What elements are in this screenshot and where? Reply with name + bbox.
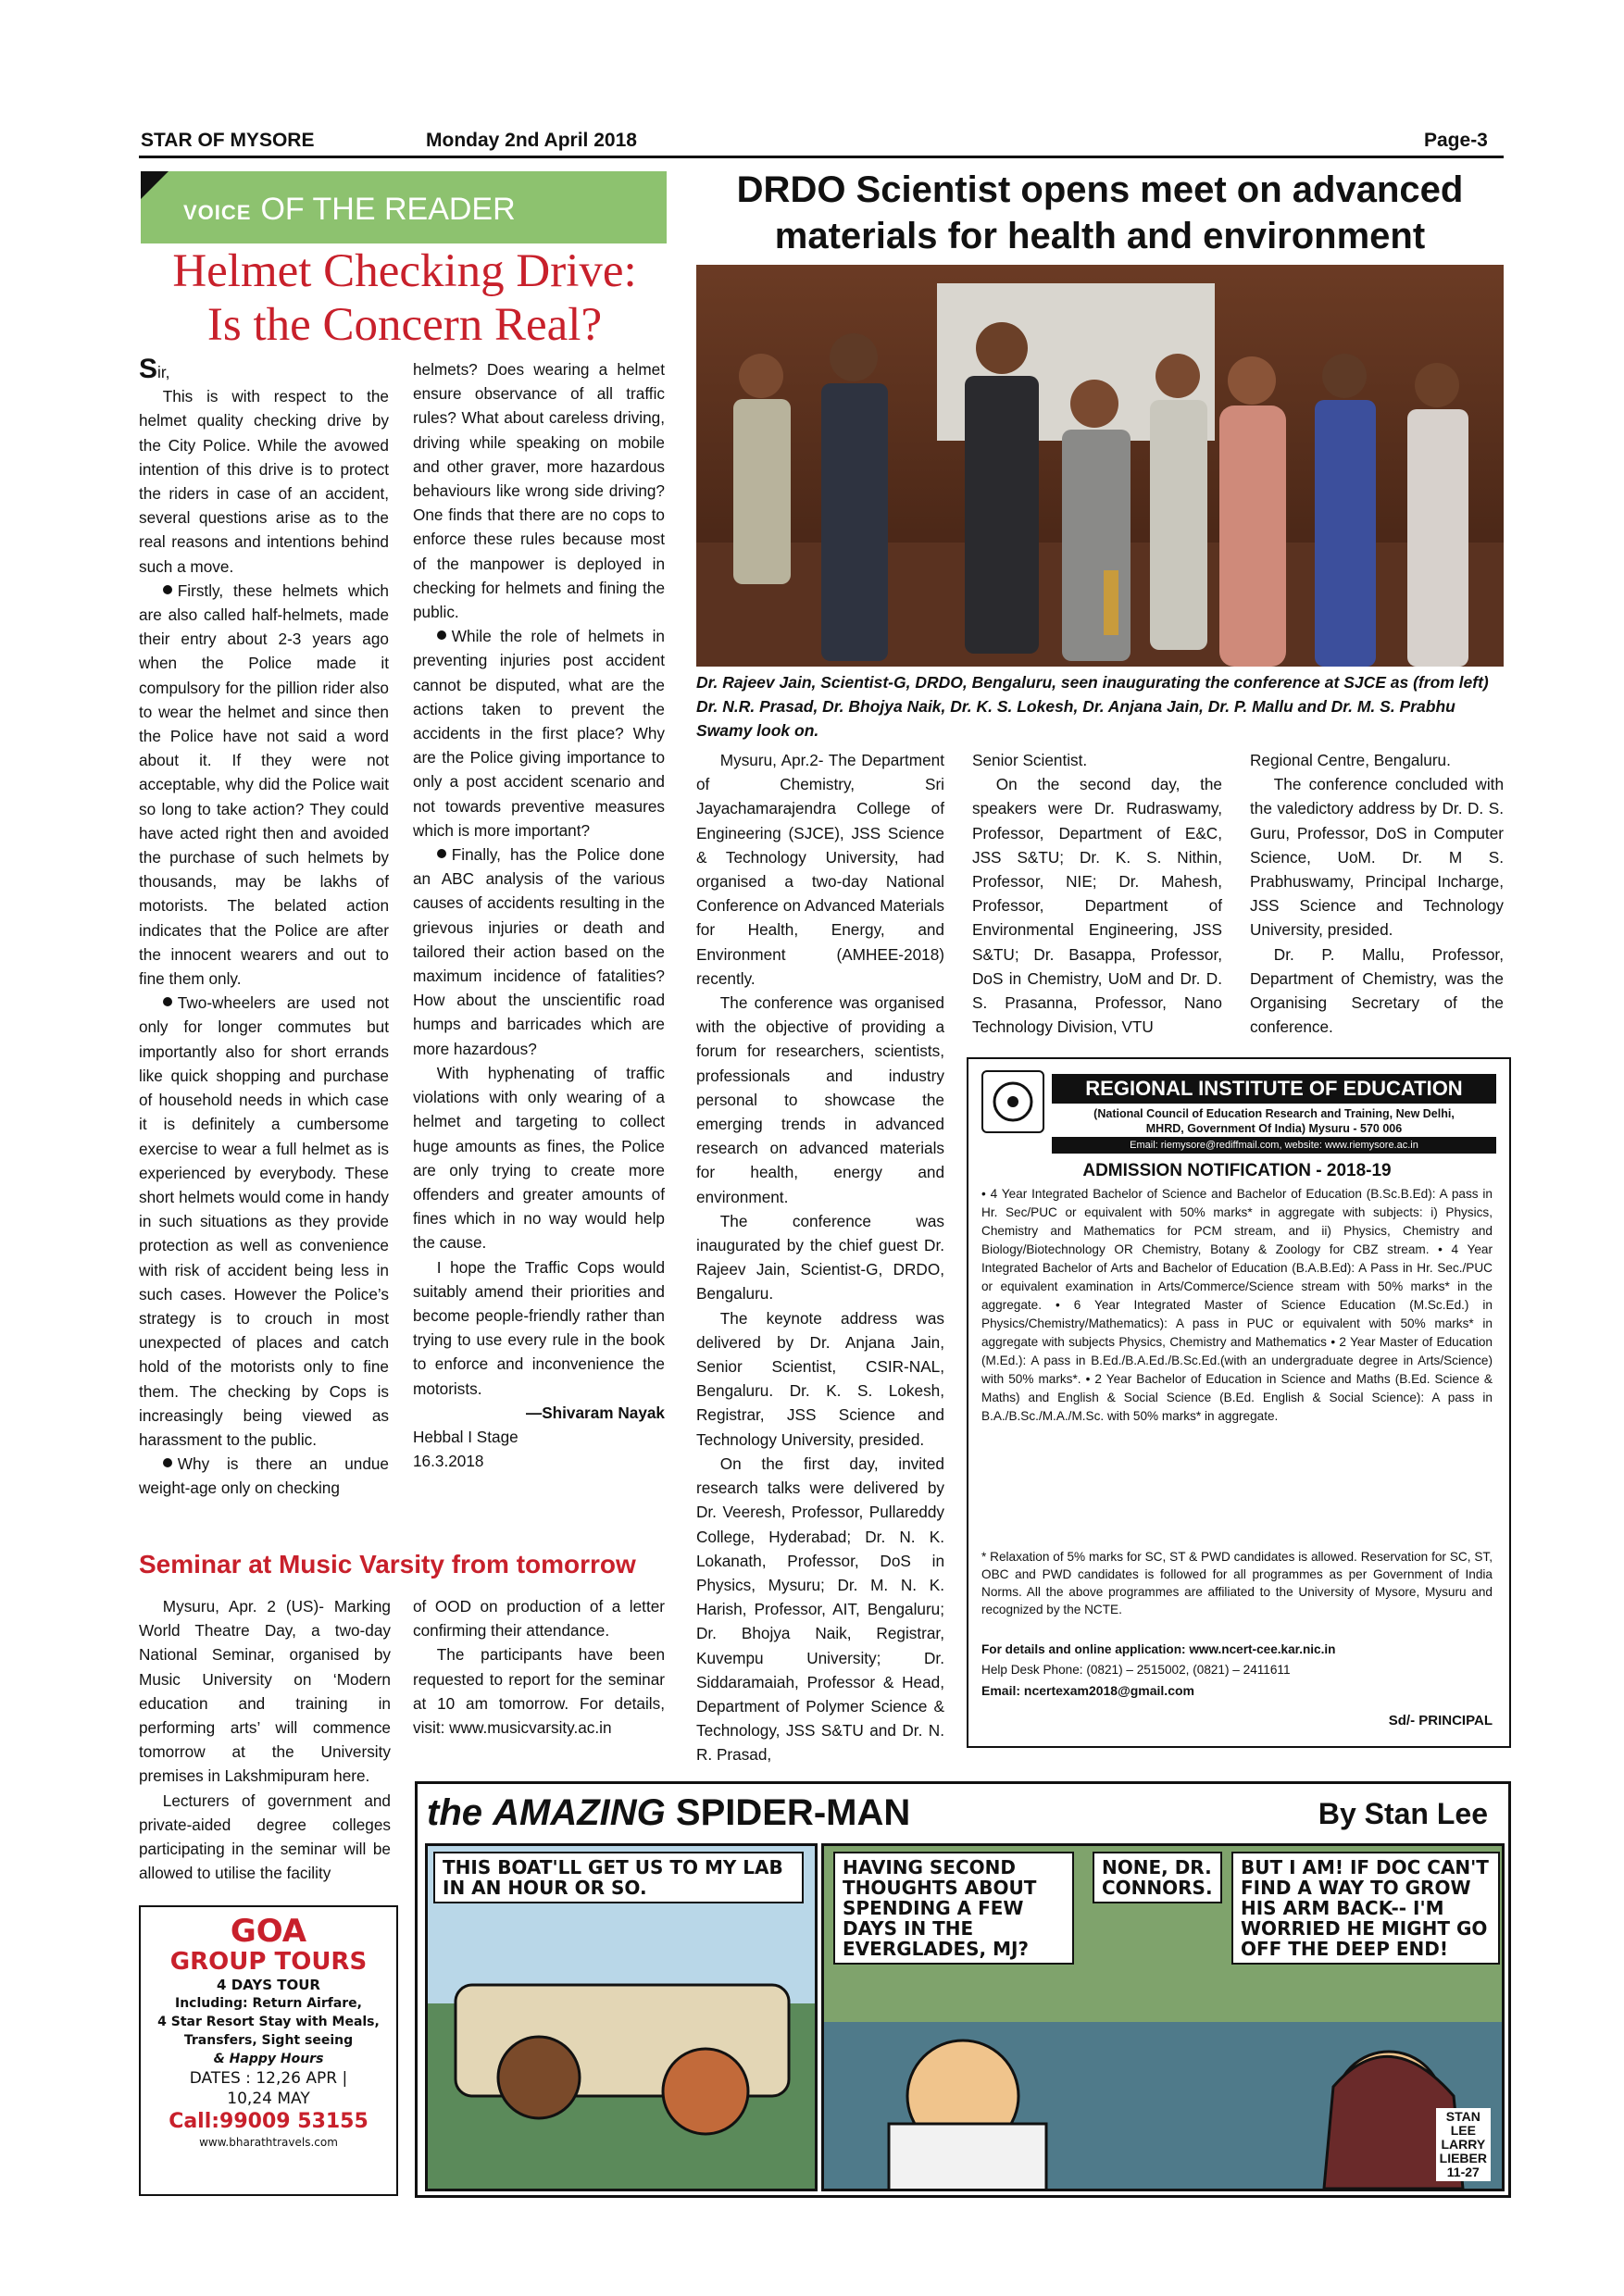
letter-headline-line-1: Helmet Checking Drive: <box>172 245 637 297</box>
rie-subtitle-1: (National Council of Education Research and Training, New Delhi, <box>1093 1107 1455 1120</box>
bullet-icon <box>163 997 172 1006</box>
credit-line: 11-27 <box>1446 2165 1480 2179</box>
drdo-column-2 <box>972 748 1222 1039</box>
comic-bubble: HAVING SECOND THOUGHTS ABOUT SPENDING A FEW DAYS IN THE EVERGLADES, MJ? <box>833 1852 1074 1965</box>
comic-title-amazing: AMAZING <box>493 1792 666 1833</box>
bullet-icon <box>437 630 446 640</box>
letter-paragraph <box>139 579 389 991</box>
article-paragraph: of OOD on production of a letter confirming their attendance. <box>413 1597 665 1641</box>
seminar-column-1 <box>139 1594 391 1885</box>
rie-subtitle-2: MHRD, Government Of India) Mysuru - 570 006 <box>1145 1122 1403 1135</box>
page-number: Page-3 <box>1424 130 1488 151</box>
article-paragraph: Lecturers of government and private-aided degree colleges participating in the seminar will be allowed to utilise the facility <box>139 1791 391 1883</box>
comic-bubble: NONE, DR. CONNORS. <box>1093 1852 1222 1903</box>
goa-includes: 4 Star Resort Stay with Meals, <box>157 2015 380 2029</box>
article-paragraph: The conference was organised with the objective of providing a forum for researchers, scientists, professionals and industry personal to showcase the emerging trends in advanced research on advanced materials for health, energy and environment. <box>696 993 944 1206</box>
spiderman-comic-strip <box>415 1781 1511 2198</box>
article-paragraph: Regional Centre, Bengaluru. <box>1250 751 1451 769</box>
rie-signature: Sd/- PRINCIPAL <box>1388 1713 1493 1728</box>
comic-bubble: THIS BOAT'LL GET US TO MY LAB IN AN HOUR OR SO. <box>433 1852 804 1903</box>
letter-paragraph <box>413 842 665 1061</box>
article-paragraph: The keynote address was delivered by Dr. Anjana Jain, Senior Scientist, CSIR-NAL, Bengaluru. Dr. K. S. Lokesh, Registrar, JSS Science and Technology University, presided. <box>696 1308 944 1449</box>
voice-of-reader-label <box>183 192 516 228</box>
goa-phone: Call:99009 53155 <box>169 2110 369 2133</box>
article-paragraph: Senior Scientist. <box>972 751 1088 769</box>
letter-paragraph-text: Finally, has the Police done an ABC analysis of the various causes of accidents resulting in the grievous injuries or death and tailored their action based on the maximum incidence of fatalities? How about the unscientific road humps and barricades which are more hazardous? <box>413 845 665 1058</box>
rie-relaxation-note: * Relaxation of 5% marks for SC, ST & PWD candidates is allowed. Reservation for SC, ST, OBC and PWD candidates is followed for all programmes as per Government of India Norms. All the above programmes are affiliated to the University of Mysore, Mysuru and recognized by the NCTE. <box>981 1550 1493 1616</box>
goa-includes: & Happy Hours <box>213 2052 324 2066</box>
letter-paragraph-text: While the role of helmets in preventing injuries post accident cannot be disputed, what are the actions taken to prevent the accidents in the first place? Why are the Police giving importance to only a post accident scenario and not towards preventive measures which is more important? <box>413 627 665 840</box>
goa-tours-ad <box>139 1905 398 2196</box>
article-paragraph: The conference concluded with the valedictory address by Dr. D. S. Guru, Professor, DoS in Computer Science, UoM. Dr. M S. Prabhuswamy, Principal Incharge, JSS Science and Technology University, presided. <box>1250 775 1504 940</box>
letter-paragraph: helmets? Does wearing a helmet ensure observance of all traffic rules? What about careless driving, driving while speaking on mobile and other graver, more hazardous behaviours like wrong side driving? One finds that there are no cops to enforce these rules because most of the manpower is deployed in checking for helmets and fining the public. <box>413 360 665 622</box>
letter-paragraph-text: Why is there an undue weight-age only on checking <box>139 1454 389 1498</box>
ncert-emblem-icon <box>983 1072 1043 1131</box>
rie-programmes: • 4 Year Integrated Bachelor of Science and Bachelor of Education (B.Sc.B.Ed): A pass in Hr. Sec/PUC or equivalent with 50% marks* in aggregate with subjects: i) Physics, Chemistry and Mathematics for PCM stream, and ii) Physics, Chemistry and Biology/Biotechnology OR Chemistry, Botany & Zoology for CBZ stream. • 4 Year Integrated Bachelor of Arts and Bachelor of Education (B.A.B.Ed): A Pass in Hr. Sec./PUC or equivalent examination in Arts/Commerce/Science stream with 50% marks* in the aggregate. • 6 Year Integrated Master of Science Education (M.Sc.Ed.) in Physics/Chemistry/Mathematics): A pass in PUC or equivalent with 50% marks* in aggregate with subjects Physics, Chemistry and Mathematics • 2 Year Master of Education (M.Ed.): A pass in B.Ed./B.A.Ed./B.Sc.Ed.(with an undergraduate degree in Arts/Science) with 50% marks*. • 2 Year Bachelor of Education in Science and Maths (B.Ed. Science & Maths) and English & Social Science (B.Ed. English & Social Science): A pass in B.A./B.Sc./M.A./M.Sc. with 50% marks* in aggregate. <box>981 1187 1493 1423</box>
letter-column-2 <box>413 357 665 1473</box>
letter-column-1 <box>139 354 389 1501</box>
article-paragraph: On the first day, invited research talks were delivered by Dr. Veeresh, Professor, Pullareddy College, Hyderabad; Dr. N. K. Lokanath, Professor, DoS in Physics, Mysuru; Dr. M. N. K. Harish, Professor, AIT, Bengaluru; Dr. Bhojya Naik, Registrar, Kuvempu University; Dr. Siddaramaiah, Professor & Head, Department of Polymer Science & Technology, JSS S&TU and Dr. N. R. Prasad, <box>696 1454 944 1765</box>
credit-line: LARRY <box>1441 2137 1486 2152</box>
voice-label-large: OF THE READER <box>260 192 516 227</box>
comic-title-the: the <box>427 1792 482 1833</box>
rie-notice-title: ADMISSION NOTIFICATION - 2018-19 <box>1082 1161 1392 1180</box>
rie-title: REGIONAL INSTITUTE OF EDUCATION <box>1052 1074 1496 1104</box>
rie-helpdesk: Help Desk Phone: (0821) – 2515002, (0821) – 2411611 <box>981 1663 1291 1677</box>
drdo-column-1 <box>696 748 944 1767</box>
drdo-headline-line-2: materials for health and environment <box>774 216 1426 256</box>
conference-photo <box>696 265 1504 667</box>
bullet-icon <box>437 849 446 858</box>
letter-paragraph: With hyphenating of traffic violations with only wearing of a helmet and targeting to collect huge amounts as fines, the Police are only trying to create more offenders and greater amounts of fines which in no way would help the cause. <box>413 1063 665 1253</box>
masthead-rule <box>139 156 1504 158</box>
article-paragraph: The participants have been requested to report for the seminar at 10 am tomorrow. For details, visit: www.musicvarsity.ac.in <box>413 1645 665 1738</box>
goa-subtitle: GROUP TOURS <box>169 1948 368 1976</box>
letter-paragraph-text: Two-wheelers are used not only for longer commutes but importantly also for short errands like quick shopping and purchase of household needs in which case it is definitely a cumbersome exercise to wear a full helmet as is experienced by everybody. These short helmets would come in handy in such situations as they provide protection as well as convenience with risk of accident being less in such cases. However the Police’s strategy is to crouch in most unexpected of places and catch hold of the motorists only to fine them. The checking by Cops is increasingly being viewed as harassment to the public. <box>139 993 389 1449</box>
letter-paragraph <box>139 1452 389 1500</box>
letter-paragraph: This is with respect to the helmet quality checking drive by the City Police. While the avowed intention of this drive is to protect the riders in case of an accident, several questions arise as to the real reasons and intentions behind such a move. <box>139 387 389 576</box>
goa-dates: DATES : 12,26 APR | <box>189 2069 348 2088</box>
banner-corner-triangle <box>141 171 169 199</box>
bullet-icon <box>163 585 172 594</box>
goa-dates: 10,24 MAY <box>227 2090 310 2108</box>
letter-paragraph <box>413 624 665 842</box>
letter-headline-line-2: Is the Concern Real? <box>206 299 603 351</box>
comic-bubble: BUT I AM! IF DOC CAN'T FIND A WAY TO GROW HIS ARM BACK-- I'M WORRIED HE MIGHT GO OFF THE DEEP END! <box>1231 1852 1500 1965</box>
goa-title: GOA <box>230 1913 307 1950</box>
comic-credit <box>1436 2108 1491 2181</box>
newspaper-name: STAR OF MYSORE <box>141 130 315 151</box>
salutation-text: ir, <box>157 363 170 381</box>
issue-date: Monday 2nd April 2018 <box>426 130 637 151</box>
drop-cap: S <box>139 354 158 384</box>
seminar-column-2 <box>413 1594 665 1740</box>
letter-paragraph-text: Firstly, these helmets which are also called half-helmets, made their entry about 2-3 years ago when the Police made it compulsory for the pillion rider also to wear the helmet and since then the Police have not said a word about it. If they were not acceptable, why did the Police wait so long to take action? They could have acted right then and avoided the purchase of such helmets by thousands, may be lakhs of motorists. The belated action indicates that the Police are after the innocent wearers and out to fine them only. <box>139 580 389 989</box>
rie-email: Email: ncertexam2018@gmail.com <box>981 1683 1194 1698</box>
article-paragraph: Dr. P. Mallu, Professor, Department of Chemistry, was the Organising Secretary of the conference. <box>1250 944 1504 1037</box>
letter-date: 16.3.2018 <box>413 1452 484 1471</box>
drdo-headline-line-1: DRDO Scientist opens meet on advanced <box>736 169 1464 210</box>
comic-title <box>427 1790 910 1836</box>
article-paragraph: On the second day, the speakers were Dr. Rudraswamy, Professor, Department of E&C, JSS S&TU; Dr. K. S. Nithin, Professor, NIE; Dr. Mahesh, Professor, Department of Environmental Engineering, JSS S&TU; Dr. Basappa, Professor, DoS in Chemistry, UoM and Dr. D. S. Prasanna, Professor, Nano Technology Division, VTU <box>972 775 1222 1037</box>
article-paragraph: Mysuru, Apr. 2 (US)- Marking World Theatre Day, a two-day National Seminar, organised by Music University on ‘Modern education and training in performing arts’ will commence tomorrow at the University premises in Lakshmipuram here. <box>139 1597 391 1786</box>
article-paragraph: Mysuru, Apr.2- The Department of Chemistry, Sri Jayachamarajendra College of Engineering (SJCE), JSS Science & Technology University, had organised a two-day National Conference on Advanced Materials for Health, Energy, and Environment (AMHEE-2018) recently. <box>696 751 944 988</box>
letter-paragraph: I hope the Traffic Cops would suitably amend their priorities and become people-friendly rather than trying to use every rule in the book to enforce and inconvenience the motorists. <box>413 1257 665 1398</box>
seminar-headline: Seminar at Music Varsity from tomorrow <box>139 1550 636 1578</box>
photo-caption: Dr. Rajeev Jain, Scientist-G, DRDO, Bengaluru, seen inaugurating the conference at SJCE as (from left) Dr. N.R. Prasad, Dr. Bhojya Naik, Dr. K. S. Lokesh, Dr. Anjana Jain, Dr. P. Mallu and Dr. M. S. Prabhu Swamy look on. <box>696 673 1489 740</box>
comic-panel-1 <box>425 1843 818 2191</box>
conference-photo-illustration <box>696 265 1504 667</box>
rie-contact-strip: Email: riemysore@rediffmail.com, website: www.riemysore.ac.in <box>1052 1137 1496 1154</box>
comic-title-spiderman: SPIDER-MAN <box>675 1792 911 1833</box>
rie-admission-ad <box>967 1057 1511 1748</box>
letter-salutation <box>139 354 389 384</box>
goa-duration: 4 DAYS TOUR <box>217 1977 320 1993</box>
bullet-icon <box>163 1458 172 1467</box>
goa-includes: Transfers, Sight seeing <box>183 2033 354 2048</box>
goa-includes: Including: Return Airfare, <box>175 1996 362 2011</box>
comic-byline: By Stan Lee <box>1318 1797 1488 1830</box>
goa-website: www.bharathtravels.com <box>199 2136 338 2149</box>
credit-line: LIEBER <box>1439 2151 1487 2165</box>
rie-apply-link: For details and online application: www.ncert-cee.kar.nic.in <box>981 1642 1336 1656</box>
voice-label-small: VOICE <box>183 201 252 224</box>
credit-line: LEE <box>1450 2123 1476 2138</box>
article-paragraph: The conference was inaugurated by the chief guest Dr. Rajeev Jain, Scientist-G, DRDO, Bengaluru. <box>696 1211 944 1304</box>
letter-paragraph <box>139 991 389 1452</box>
drdo-column-3 <box>1250 748 1504 1039</box>
credit-line: STAN <box>1445 2109 1480 2124</box>
letter-place: Hebbal I Stage <box>413 1427 518 1446</box>
ncert-logo <box>981 1070 1044 1133</box>
comic-panel-2 <box>821 1843 1505 2191</box>
letter-signature: —Shivaram Nayak <box>526 1403 665 1422</box>
